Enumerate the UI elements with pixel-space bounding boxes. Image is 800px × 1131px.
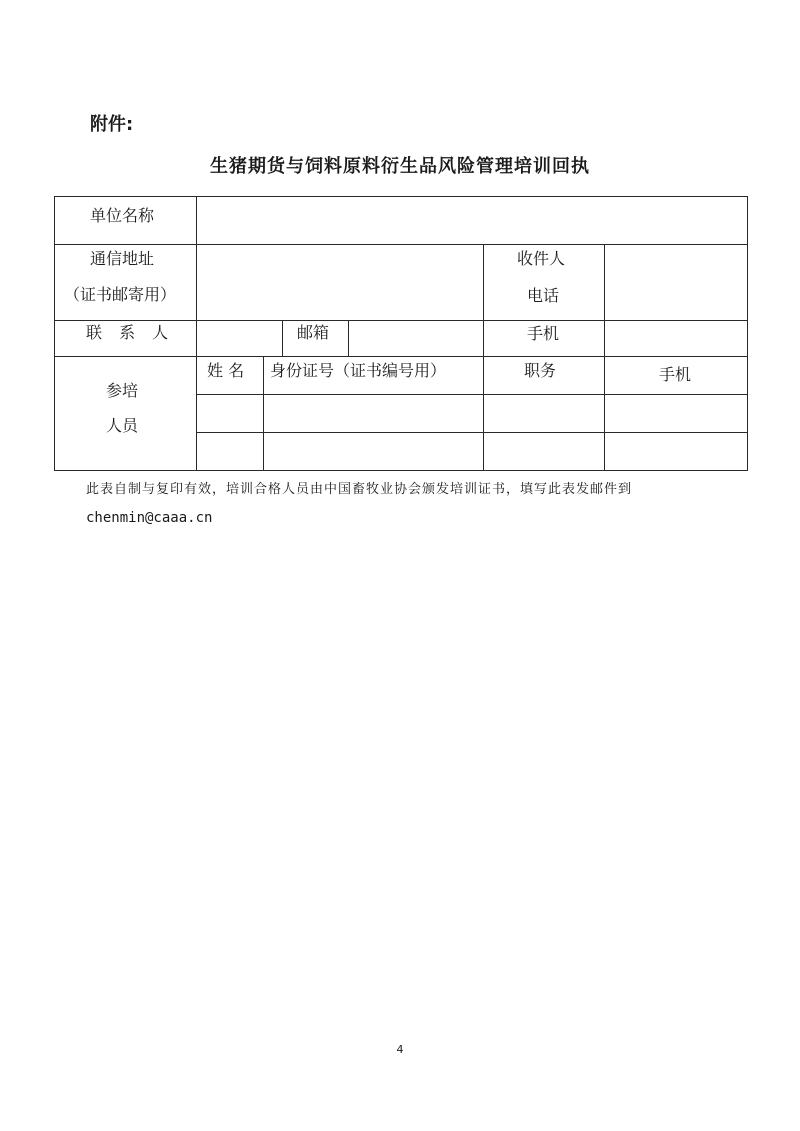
participant-position-field[interactable] — [485, 434, 603, 469]
unit-name-field[interactable] — [198, 198, 746, 243]
table-rule — [348, 320, 349, 356]
table-rule — [483, 244, 484, 471]
footer-note: 此表自制与复印有效，培训合格人员由中国畜牧业协会颁发培训证书，填写此表发邮件到 — [86, 482, 633, 497]
unit-name-label: 单位名称 — [90, 206, 155, 225]
mobile-field[interactable] — [606, 322, 746, 355]
column-header-id-number: 身份证号（证书编号用） — [270, 361, 447, 380]
participant-name-field[interactable] — [198, 396, 262, 431]
address-field[interactable] — [198, 246, 482, 319]
address-label-note: （证书邮寄用） — [64, 285, 177, 304]
table-border-left — [54, 196, 55, 471]
table-rule — [54, 244, 748, 245]
form-title: 生猪期货与饲料原料衍生品风险管理培训回执 — [210, 156, 590, 177]
table-rule — [196, 432, 748, 433]
column-header-mobile: 手机 — [659, 365, 692, 384]
participant-mobile-field[interactable] — [606, 434, 746, 469]
table-rule — [196, 196, 197, 471]
table-border-bottom — [54, 470, 748, 471]
contact-email: chenmin@caaa.cn — [86, 510, 213, 526]
participant-id-field[interactable] — [265, 396, 482, 431]
participants-label-2: 人员 — [106, 416, 139, 435]
mobile-label: 手机 — [527, 324, 560, 343]
participant-id-field[interactable] — [265, 434, 482, 469]
participant-name-field[interactable] — [198, 434, 262, 469]
recipient-label: 收件人 — [517, 249, 566, 268]
contact-field[interactable] — [198, 322, 281, 355]
table-border-top — [54, 196, 748, 197]
email-label: 邮箱 — [297, 323, 330, 342]
column-header-position: 职务 — [524, 361, 557, 380]
column-header-name: 姓 名 — [207, 361, 245, 380]
participant-mobile-field[interactable] — [606, 396, 746, 431]
email-field[interactable] — [350, 322, 482, 355]
table-rule — [282, 320, 283, 356]
table-rule — [604, 244, 605, 471]
participants-label: 参培 — [106, 381, 139, 400]
phone-label: 电话 — [527, 286, 560, 305]
recipient-phone-field[interactable] — [606, 246, 746, 319]
page-number: 4 — [396, 1043, 404, 1056]
attachment-label: 附件: — [90, 114, 134, 135]
contact-label: 联 系 人 — [86, 323, 175, 342]
table-border-right — [747, 196, 748, 471]
participant-position-field[interactable] — [485, 396, 603, 431]
table-rule — [196, 394, 748, 395]
table-rule — [263, 356, 264, 471]
table-rule — [54, 356, 748, 357]
address-label: 通信地址 — [90, 249, 155, 268]
